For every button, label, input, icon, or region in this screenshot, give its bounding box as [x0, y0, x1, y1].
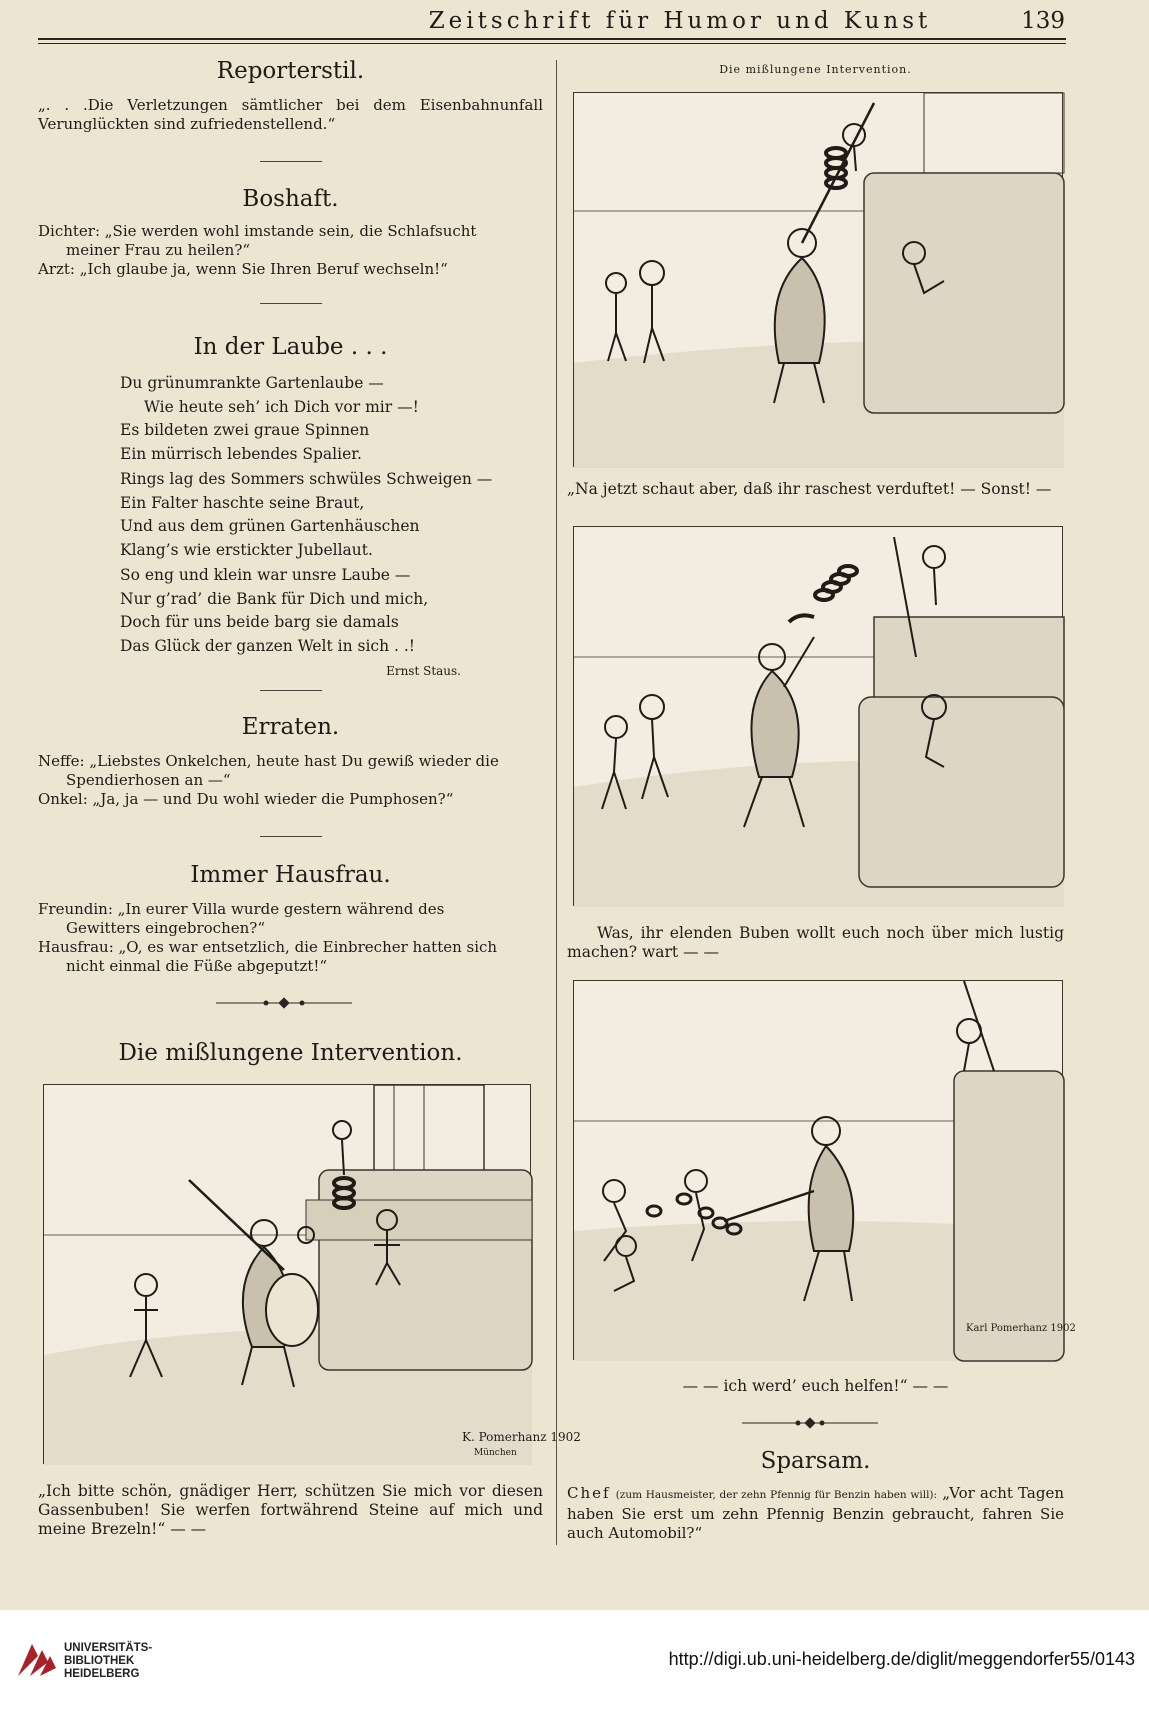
reporterstil-text: „. . .Die Verletzungen sämtlicher bei dem Eisenbahnunfall Verunglückten sind zufriedenstellend.“: [38, 96, 543, 133]
sparsam-text: „Vor acht Tagen haben Sie erst um zehn Pfennig Benzin gebraucht, fahren Sie auch Automobil?“: [567, 1484, 1064, 1542]
comic-panel-3: [573, 980, 1076, 1360]
sparsam-section: [567, 1448, 1064, 1543]
comic-panel-main: [43, 1084, 581, 1464]
poem-line: Ein mürrisch lebendes Spalier.: [120, 444, 362, 463]
intervention-caption: „Ich bitte schön, gnädiger Herr, schützen Sie mich vor diesen Gassenbuben! Sie werfen fortwährend Steine auf mich und meine Brezeln!“ — —: [38, 1482, 543, 1538]
comic-caption-1: „Na jetzt schaut aber, daß ihr raschest verduftet! — Sonst! —: [567, 480, 1052, 498]
library-logo-icon: [14, 1636, 58, 1680]
poem-line: Wie heute seh’ ich Dich vor mir —!: [144, 397, 419, 416]
running-header: Zeitschrift für Humor und Kunst: [428, 8, 932, 34]
poem-line: So eng und klein war unsre Laube —: [120, 566, 411, 584]
laube-stanza-2: [120, 468, 492, 562]
poem-line: Doch für uns beide barg sie damals: [120, 613, 399, 631]
hausfrau-title: Immer Hausfrau.: [190, 862, 391, 888]
erraten-line-2: Spendierhosen an —“: [66, 771, 231, 789]
laube-stanza-3: [120, 564, 428, 658]
comic-series-title-block: [567, 63, 1064, 76]
erraten-title: Erraten.: [241, 714, 340, 740]
ornament-divider: [216, 996, 352, 1010]
divider: [260, 690, 322, 691]
poem-line: Nur g’rad’ die Bank für Dich und mich,: [120, 589, 429, 608]
hausfrau-line-1: Freundin: „In eurer Villa wurde gestern während des: [38, 900, 445, 918]
intervention-caption-block: [38, 1482, 543, 1539]
intervention-title: Die mißlungene Intervention.: [118, 1040, 463, 1066]
comic-series-title: Die mißlungene Intervention.: [719, 63, 912, 76]
poem-line: Und aus dem grünen Gartenhäuschen: [120, 517, 420, 535]
comic-panel-2: [573, 526, 1063, 906]
caption-1-block: [567, 480, 1064, 499]
poem-line: Du grünumrankte Gartenlaube —: [120, 374, 384, 392]
boshaft-line-1: Dichter: „Sie werden wohl imstande sein, die Schlafsucht: [38, 222, 477, 240]
erraten-section: [38, 714, 543, 809]
sparsam-stage-direction: (zum Hausmeister, der zehn Pfennig für Benzin haben will):: [615, 1489, 938, 1501]
header-rule-thin: [38, 43, 1066, 44]
divider: [260, 836, 322, 837]
hausfrau-line-3: Hausfrau: „O, es war entsetzlich, die Einbrecher hatten sich: [38, 938, 498, 956]
erraten-line-1: Neffe: „Liebstes Onkelchen, heute hast Du gewiß wieder die: [38, 752, 499, 770]
reporterstil-title: Reporterstil.: [216, 58, 365, 84]
caption-2-block: [567, 924, 1064, 962]
comic-caption-3: — — ich werd’ euch helfen!“ — —: [682, 1377, 949, 1395]
column-divider: [556, 60, 557, 1545]
hausfrau-line-4: nicht einmal die Füße abgeputzt!“: [66, 957, 328, 975]
hausfrau-line-2: Gewitters eingebrochen?“: [66, 919, 265, 937]
intervention-title-block: [38, 1040, 543, 1066]
poem-line: Ein Falter haschte seine Braut,: [120, 493, 365, 512]
poem-line: Rings lag des Sommers schwüles Schweigen —: [120, 470, 493, 488]
comic-signature-3: Karl Pomerhanz 1902: [966, 1323, 1076, 1334]
library-name-line-3: HEIDELBERG: [64, 1668, 140, 1680]
library-name-line-2: BIBLIOTHEK: [64, 1655, 135, 1667]
boshaft-line-3: Arzt: „Ich glaube ja, wenn Sie Ihren Beruf wechseln!“: [38, 260, 448, 278]
comic-signature-place: München: [474, 1448, 517, 1458]
boshaft-title: Boshaft.: [242, 186, 339, 212]
caption-3-block: [567, 1377, 1064, 1396]
library-name: [64, 1642, 152, 1681]
boshaft-section: [38, 186, 543, 279]
source-url-link[interactable]: http://digi.ub.uni-heidelberg.de/diglit/meggendorfer55/0143: [668, 1649, 1135, 1669]
laube-title: In der Laube . . .: [193, 334, 388, 360]
boshaft-line-2: meiner Frau zu heilen?“: [66, 241, 251, 259]
page-number: 139: [1021, 8, 1065, 34]
ornament-divider: [742, 1416, 878, 1430]
laube-section: [38, 334, 543, 678]
header-rule: [38, 38, 1066, 40]
hausfrau-section: [38, 862, 543, 976]
library-name-line-1: UNIVERSITÄTS-: [64, 1642, 153, 1654]
laube-stanza-1: [120, 372, 419, 466]
poem-line: Das Glück der ganzen Welt in sich . .!: [120, 636, 416, 655]
sparsam-speaker: Chef: [567, 1484, 611, 1502]
divider: [260, 161, 322, 162]
divider: [260, 303, 322, 304]
reporterstil-section: [38, 58, 543, 134]
comic-caption-2: Was, ihr elenden Buben wollt euch noch über mich lustig machen? wart — —: [567, 924, 1064, 961]
sparsam-title: Sparsam.: [760, 1448, 871, 1474]
comic-panel-1: [573, 92, 1063, 467]
footer-bar: [0, 1610, 1149, 1712]
comic-signature: K. Pomerhanz 1902: [462, 1430, 581, 1444]
poem-line: Klang’s wie erstickter Jubellaut.: [120, 540, 373, 559]
erraten-line-3: Onkel: „Ja, ja — und Du wohl wieder die Pumphosen?“: [38, 790, 454, 808]
poem-line: Es bildeten zwei graue Spinnen: [120, 421, 370, 439]
poem-author: Ernst Staus.: [386, 664, 461, 678]
